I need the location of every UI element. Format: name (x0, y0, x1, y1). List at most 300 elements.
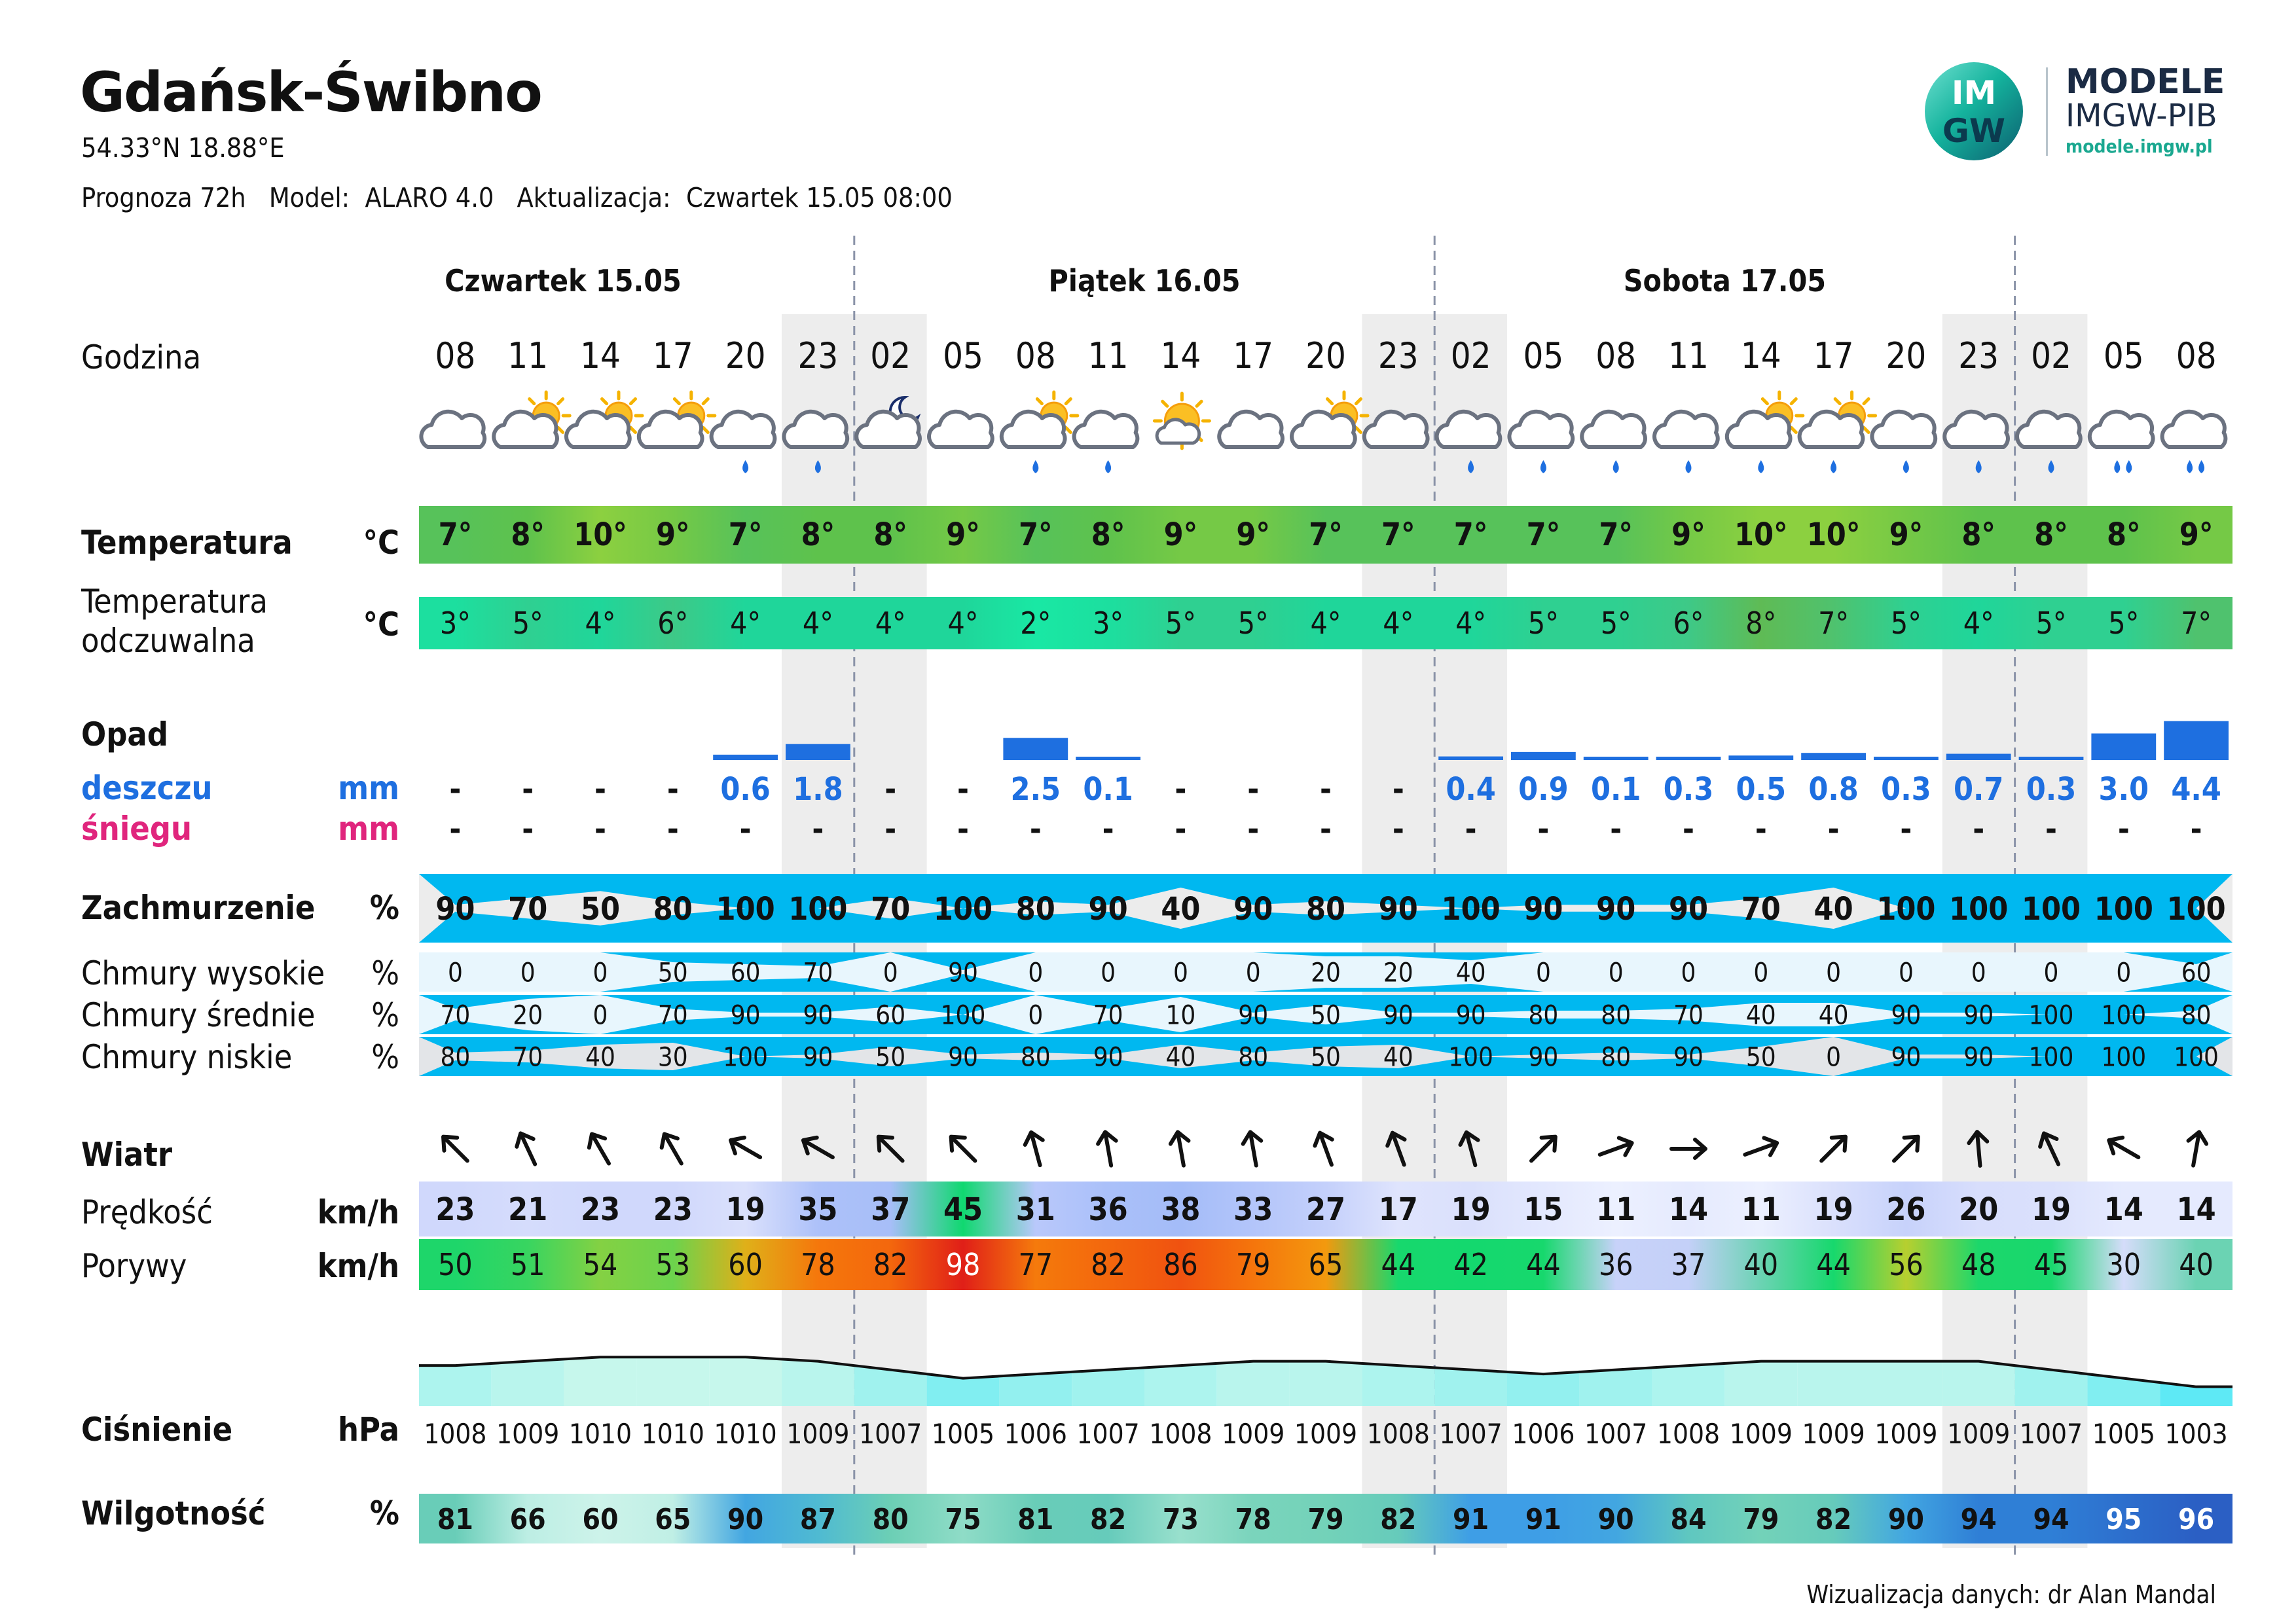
snow-value: - (449, 811, 462, 848)
hour-label: 11 (1668, 335, 1709, 376)
cloud-mid-value: 70 (440, 1000, 471, 1031)
snow-value: - (1900, 811, 1912, 848)
sun-cloud-icon (1154, 393, 1209, 448)
humidity-value: 90 (1597, 1503, 1634, 1536)
cloud-mid-value: 100 (940, 1000, 986, 1031)
cloud-total-value: 80 (653, 890, 693, 928)
cloud-mid-value: 100 (2028, 1000, 2074, 1031)
wind-speed-value: 15 (1523, 1191, 1563, 1228)
rain-value: - (1175, 771, 1187, 808)
rain-value: 0.1 (1590, 771, 1641, 808)
cloud-high-value: 60 (730, 958, 761, 988)
humidity-value: 82 (1090, 1503, 1127, 1536)
gusts-value: 79 (1235, 1247, 1271, 1282)
hour-label: 11 (1087, 335, 1129, 376)
cloud-total-value: 90 (1596, 890, 1636, 928)
wind-speed-value: 14 (2104, 1191, 2143, 1228)
gusts-value: 60 (728, 1247, 763, 1282)
pressure-value: 1009 (1802, 1418, 1865, 1450)
snow-value: - (1392, 811, 1404, 848)
pressure-value: 1007 (2019, 1418, 2083, 1450)
label-porywy: Porywy (81, 1247, 187, 1285)
label-temperatura: Temperatura (81, 524, 293, 562)
humidity-value: 82 (1815, 1503, 1852, 1536)
feels-like-value: 4° (1310, 605, 1341, 641)
cloud-total-value: 100 (2094, 890, 2153, 928)
cloud-high-value: 90 (948, 958, 978, 988)
rain-value: - (449, 771, 462, 808)
cloud-total-value: 100 (788, 890, 848, 928)
cloud-mid-value: 100 (2101, 1000, 2147, 1031)
snow-value: - (957, 811, 969, 848)
humidity-value: 66 (509, 1503, 546, 1536)
humidity-value: 79 (1743, 1503, 1779, 1536)
cloud-sun-icon (494, 392, 570, 447)
humidity-value: 80 (872, 1503, 909, 1536)
wind-speed-value: 26 (1886, 1191, 1926, 1228)
temperature-value: 10° (574, 516, 627, 553)
cloud-low-value: 80 (1601, 1042, 1631, 1073)
wind-speed-value: 35 (798, 1191, 838, 1228)
location-title: Gdańsk-Świbno (80, 60, 541, 124)
humidity-value: 84 (1670, 1503, 1707, 1536)
wind-arrow-icon (1525, 1130, 1562, 1168)
label-odczuwalna-1: Temperatura (81, 583, 268, 621)
temperature-value: 9° (946, 516, 980, 553)
humidity-value: 75 (945, 1503, 981, 1536)
cloud-total-value: 100 (716, 890, 775, 928)
rain-value: - (957, 771, 969, 808)
rain-bar (2019, 757, 2084, 760)
unit-chmury-srednie: % (371, 996, 399, 1034)
pressure-area (1144, 1363, 1217, 1406)
cloud-mid-value: 90 (1891, 1000, 1922, 1031)
pressure-value: 1008 (1366, 1418, 1430, 1450)
rain-value: - (522, 771, 534, 808)
wind-arrow-icon (945, 1130, 982, 1168)
unit-temperatura: °C (363, 524, 399, 562)
feels-like-value: 3° (439, 605, 471, 641)
cloud-low-value: 50 (1745, 1042, 1776, 1073)
gusts-value: 98 (945, 1247, 981, 1282)
cloud-heavy-rain-icon (2162, 412, 2226, 473)
gusts-value: 42 (1453, 1247, 1488, 1282)
cloud-icon (929, 412, 993, 447)
unit-chmury-wysokie: % (371, 954, 399, 992)
temperature-value: 7° (1018, 516, 1053, 553)
cloud-total-value: 100 (933, 890, 993, 928)
rain-bar (786, 744, 850, 760)
rain-value: 0.8 (1808, 771, 1859, 808)
wind-arrow-icon (1671, 1140, 1705, 1158)
pressure-value: 1006 (1004, 1418, 1067, 1450)
rain-value: 0.9 (1518, 771, 1569, 808)
cloud-low-value: 40 (1383, 1042, 1413, 1073)
wind-arrow-icon (1311, 1130, 1340, 1168)
pressure-value: 1009 (1874, 1418, 1938, 1450)
cloud-total-value: 100 (1876, 890, 1936, 928)
snow-value: - (812, 811, 824, 848)
pressure-value: 1003 (2164, 1418, 2228, 1450)
pressure-value: 1009 (1947, 1418, 2011, 1450)
pressure-value: 1009 (1222, 1418, 1285, 1450)
gusts-value: 40 (1743, 1247, 1779, 1282)
rain-value: 3.0 (2098, 771, 2149, 808)
snow-value: - (1175, 811, 1187, 848)
cloud-low-value: 80 (440, 1042, 471, 1073)
snow-value: - (2117, 811, 2130, 848)
rain-bar (1656, 757, 1721, 760)
cloud-low-value: 80 (1020, 1042, 1051, 1073)
day-label: Piątek 16.05 (1048, 263, 1241, 298)
cloud-low-value: 80 (1238, 1042, 1269, 1073)
hour-label: 08 (2176, 335, 2217, 376)
unit-predkosc: km/h (317, 1193, 399, 1231)
cloud-low-value: 40 (585, 1042, 615, 1073)
feels-like-value: 3° (1093, 605, 1124, 641)
rain-bar (1946, 754, 2011, 760)
temperature-value: 10° (1806, 516, 1861, 553)
wind-arrow-icon (1023, 1130, 1049, 1167)
wind-arrow-icon (437, 1130, 474, 1168)
wind-speed-value: 11 (1741, 1191, 1781, 1228)
rain-value: 0.4 (1446, 771, 1496, 808)
label-opad: Opad (81, 715, 168, 753)
pressure-area (1362, 1363, 1434, 1406)
cloud-low-value: 90 (803, 1042, 833, 1073)
cloud-low-value: 100 (1448, 1042, 1493, 1073)
snow-value: - (1683, 811, 1694, 848)
humidity-value: 81 (437, 1503, 473, 1536)
label-wiatr: Wiatr (81, 1136, 173, 1174)
humidity-value: 82 (1380, 1503, 1417, 1536)
cloud-low-value: 90 (948, 1042, 978, 1073)
feels-like-value: 6° (657, 605, 689, 641)
snow-value: - (1029, 811, 1042, 848)
humidity-value: 78 (1235, 1503, 1271, 1536)
humidity-value: 94 (2033, 1503, 2069, 1536)
temperature-value: 9° (655, 516, 690, 553)
humidity-value: 87 (799, 1503, 836, 1536)
temperature-value: 8° (2106, 516, 2141, 553)
cloud-low-value: 100 (2174, 1042, 2219, 1073)
feels-like-value: 4° (802, 605, 833, 641)
cloud-total-value: 40 (1813, 890, 1853, 928)
cloud-high-value: 0 (1826, 958, 1842, 988)
feels-like-value: 5° (1165, 605, 1196, 641)
snow-value: - (666, 811, 679, 848)
humidity-value: 91 (1453, 1503, 1489, 1536)
gusts-value: 30 (2106, 1247, 2141, 1282)
forecast-meta: Prognoza 72h Model: ALARO 4.0 Aktualizacja: Czwartek 15.05 08:00 (81, 182, 953, 213)
hour-label: 17 (1233, 335, 1274, 376)
wind-speed-value: 36 (1088, 1191, 1128, 1228)
rain-value: 1.8 (793, 771, 843, 808)
cloud-low-value: 90 (1891, 1042, 1922, 1073)
hour-label: 23 (1958, 335, 1999, 376)
gusts-value: 82 (1091, 1247, 1125, 1282)
unit-cisnienie: hPa (338, 1411, 399, 1449)
cloud-mid-value: 80 (2181, 1000, 2212, 1031)
cloud-rain-icon (712, 412, 775, 473)
logo-url[interactable]: modele.imgw.pl (2066, 135, 2213, 157)
wind-speed-value: 45 (943, 1191, 983, 1228)
rain-value: - (884, 771, 897, 808)
humidity-value: 91 (1525, 1503, 1561, 1536)
humidity-value: 95 (2105, 1503, 2142, 1536)
cloud-high-value: 0 (1898, 958, 1914, 988)
cloud-sun-icon (639, 392, 715, 447)
snow-value: - (739, 811, 752, 848)
snow-value: - (1973, 811, 1985, 848)
wind-arrow-icon (1169, 1130, 1193, 1167)
cloud-mid-value: 50 (1311, 1000, 1341, 1031)
cloud-sun-rain-icon (1727, 392, 1803, 473)
cloud-high-value: 40 (1455, 958, 1486, 988)
cloud-high-value: 0 (1245, 958, 1261, 988)
logo-mark-bottom: GW (1942, 112, 2006, 150)
cloud-low-value: 90 (1673, 1042, 1704, 1073)
gusts-value: 44 (1816, 1247, 1851, 1282)
cloud-low-value: 40 (1165, 1042, 1196, 1073)
logo-line2: IMGW-PIB (2066, 98, 2217, 134)
gusts-value: 45 (2033, 1247, 2069, 1282)
temperature-value: 8° (873, 516, 908, 553)
temperature-value: 8° (1091, 516, 1125, 553)
cloud-mid-value: 90 (803, 1000, 833, 1031)
hour-label: 14 (1160, 335, 1201, 376)
wind-speed-value: 37 (871, 1191, 911, 1228)
cloud-mid-value: 70 (1673, 1000, 1704, 1031)
pressure-value: 1006 (1512, 1418, 1575, 1450)
rain-bar (1511, 752, 1576, 760)
cloud-mid-value: 20 (513, 1000, 543, 1031)
cloud-high-value: 20 (1383, 958, 1413, 988)
pressure-area (1652, 1363, 1725, 1406)
cloud-mid-value: 70 (657, 1000, 688, 1031)
cloud-high-value: 0 (592, 958, 608, 988)
pressure-area (1290, 1362, 1362, 1406)
wind-speed-value: 19 (725, 1191, 765, 1228)
cloud-high-value: 0 (1753, 958, 1769, 988)
rain-value: 0.3 (1881, 771, 1931, 808)
feels-like-value: 7° (2181, 605, 2212, 641)
cloud-mid-value: 40 (1745, 1000, 1776, 1031)
label-wilgotnosc: Wilgotność (81, 1494, 266, 1532)
temperature-value: 9° (1163, 516, 1198, 553)
feels-like-value: 5° (1237, 605, 1269, 641)
temperature-value: 8° (511, 516, 545, 553)
pressure-value: 1007 (859, 1418, 922, 1450)
gusts-value: 53 (655, 1247, 691, 1282)
rain-value: 0.6 (720, 771, 771, 808)
cloud-rain-icon (1509, 412, 1573, 473)
wind-speed-value: 20 (1959, 1191, 1999, 1228)
pressure-value: 1005 (931, 1418, 995, 1450)
unit-porywy: km/h (317, 1247, 399, 1285)
snow-value: - (884, 811, 897, 848)
wind-speed-value: 23 (653, 1191, 693, 1228)
cloud-high-value: 0 (1971, 958, 1986, 988)
feels-like-value: 4° (875, 605, 906, 641)
gusts-value: 82 (873, 1247, 908, 1282)
cloud-low-value: 100 (2101, 1042, 2147, 1073)
hour-label: 11 (507, 335, 549, 376)
cloud-mid-value: 0 (1028, 1000, 1044, 1031)
feels-like-value: 5° (512, 605, 543, 641)
cloud-high-value: 0 (1101, 958, 1116, 988)
pressure-area (709, 1357, 782, 1406)
pressure-area (1870, 1362, 1942, 1406)
cloud-total-value: 90 (1668, 890, 1709, 928)
label-godzina: Godzina (81, 338, 202, 376)
feels-like-value: 4° (585, 605, 616, 641)
pressure-value: 1010 (568, 1418, 632, 1450)
wind-speed-value: 23 (435, 1191, 475, 1228)
feels-like-value: 4° (1383, 605, 1414, 641)
wind-arrow-icon (1597, 1134, 1635, 1163)
cloud-rain-icon (1654, 412, 1718, 473)
pressure-area (782, 1359, 854, 1406)
humidity-value: 96 (2178, 1503, 2215, 1536)
snow-value: - (2045, 811, 2057, 848)
cloud-total-value: 70 (871, 890, 911, 928)
feels-like-value: 8° (1745, 605, 1777, 641)
cloud-low-value: 0 (1826, 1042, 1842, 1073)
cloud-high-value: 0 (520, 958, 536, 988)
gusts-value: 56 (1889, 1247, 1923, 1282)
pressure-area (999, 1372, 1072, 1406)
wind-speed-value: 14 (1668, 1191, 1709, 1228)
hour-label: 05 (943, 335, 983, 376)
gusts-value: 48 (1961, 1247, 1996, 1282)
snow-value: - (1465, 811, 1477, 848)
feels-like-value: 6° (1673, 605, 1704, 641)
snow-value: - (1102, 811, 1114, 848)
label-odczuwalna-2: odczuwalna (81, 622, 255, 660)
cloud-total-value: 90 (1088, 890, 1128, 928)
rain-value: - (1320, 771, 1332, 808)
footer-credit: Wizualizacja danych: dr Alan Mandal (1806, 1580, 2216, 1609)
gusts-value: 78 (801, 1247, 835, 1282)
gusts-value: 86 (1163, 1247, 1198, 1282)
hour-label: 08 (1595, 335, 1637, 376)
pressure-value: 1010 (641, 1418, 704, 1450)
cloud-high-value: 0 (447, 958, 463, 988)
cloud-total-value: 100 (2166, 890, 2226, 928)
hour-label: 20 (1305, 335, 1346, 376)
logo-line1: MODELE (2066, 62, 2225, 101)
hour-label: 05 (2103, 335, 2144, 376)
temperature-value: 7° (1599, 516, 1633, 553)
wind-speed-value: 23 (580, 1191, 621, 1228)
rain-value: 0.3 (1663, 771, 1714, 808)
rain-value: - (1247, 771, 1260, 808)
pressure-value: 1005 (2092, 1418, 2155, 1450)
wind-speed-value: 17 (1378, 1191, 1418, 1228)
pressure-value: 1007 (1076, 1418, 1140, 1450)
rain-value: - (666, 771, 679, 808)
cloud-mid-value: 80 (1601, 1000, 1631, 1031)
cloud-total-value: 90 (435, 890, 475, 928)
wind-arrow-icon (657, 1129, 689, 1168)
pressure-area (1724, 1362, 1797, 1406)
pressure-area (1797, 1362, 1870, 1406)
rain-bar (1728, 755, 1793, 760)
pressure-area (1072, 1367, 1144, 1406)
feels-like-value: 2° (1020, 605, 1051, 641)
hour-label: 20 (1886, 335, 1927, 376)
pressure-value: 1010 (714, 1418, 777, 1450)
feels-like-value: 7° (1818, 605, 1850, 641)
unit-wilgotnosc: % (369, 1494, 399, 1532)
hour-label: 17 (1813, 335, 1854, 376)
day-label: Czwartek 15.05 (445, 263, 682, 298)
wind-arrow-icon (726, 1132, 765, 1165)
gusts-value: 36 (1598, 1247, 1633, 1282)
hour-label: 08 (435, 335, 476, 376)
temperature-value: 9° (1671, 516, 1705, 553)
cloud-low-value: 50 (1311, 1042, 1341, 1073)
temperature-value: 7° (1526, 516, 1561, 553)
pressure-value: 1008 (424, 1418, 487, 1450)
temperature-value: 8° (1961, 516, 1996, 553)
cloud-sun-rain-icon (1002, 392, 1078, 473)
wind-speed-value: 21 (508, 1191, 548, 1228)
feels-like-value: 5° (1600, 605, 1631, 641)
cloud-low-value: 100 (2028, 1042, 2074, 1073)
humidity-value: 60 (582, 1503, 619, 1536)
rain-bar (1003, 738, 1068, 760)
cloud-high-value: 70 (803, 958, 833, 988)
cloud-high-value: 0 (883, 958, 898, 988)
feels-like-value: 5° (2108, 605, 2140, 641)
gusts-value: 50 (438, 1247, 473, 1282)
snow-value: - (1755, 811, 1767, 848)
cloud-mid-value: 90 (1383, 1000, 1413, 1031)
day-label: Sobota 17.05 (1623, 263, 1827, 298)
feels-like-value: 4° (947, 605, 979, 641)
temperature-value: 9° (2179, 516, 2214, 553)
wind-arrow-icon (1815, 1130, 1852, 1168)
humidity-value: 81 (1017, 1503, 1054, 1536)
cloud-mid-value: 40 (1818, 1000, 1849, 1031)
wind-speed-value: 38 (1161, 1191, 1201, 1228)
temperature-value: 8° (2034, 516, 2068, 553)
rain-bar (1438, 757, 1503, 760)
feels-like-value: 5° (1890, 605, 1922, 641)
cloud-icon (1219, 412, 1283, 447)
cloud-mid-value: 0 (592, 1000, 608, 1031)
pressure-value: 1007 (1584, 1418, 1648, 1450)
cloud-mid-value: 90 (1963, 1000, 1994, 1031)
hour-label: 02 (870, 335, 911, 376)
pressure-value: 1009 (786, 1418, 850, 1450)
cloud-sun-icon (566, 392, 642, 447)
rain-value: 4.4 (2171, 771, 2221, 808)
cloud-low-value: 100 (723, 1042, 768, 1073)
cloud-high-value: 0 (1173, 958, 1188, 988)
gusts-value: 54 (583, 1247, 618, 1282)
cloud-total-value: 90 (1378, 890, 1418, 928)
label-chmury-niskie: Chmury niskie (81, 1038, 293, 1076)
feels-like-value: 5° (1527, 605, 1559, 641)
snow-value: - (1827, 811, 1840, 848)
cloud-low-value: 90 (1528, 1042, 1559, 1073)
humidity-value: 90 (727, 1503, 764, 1536)
logo-mark-top: IM (1951, 74, 1997, 112)
rain-bar (2164, 721, 2229, 760)
